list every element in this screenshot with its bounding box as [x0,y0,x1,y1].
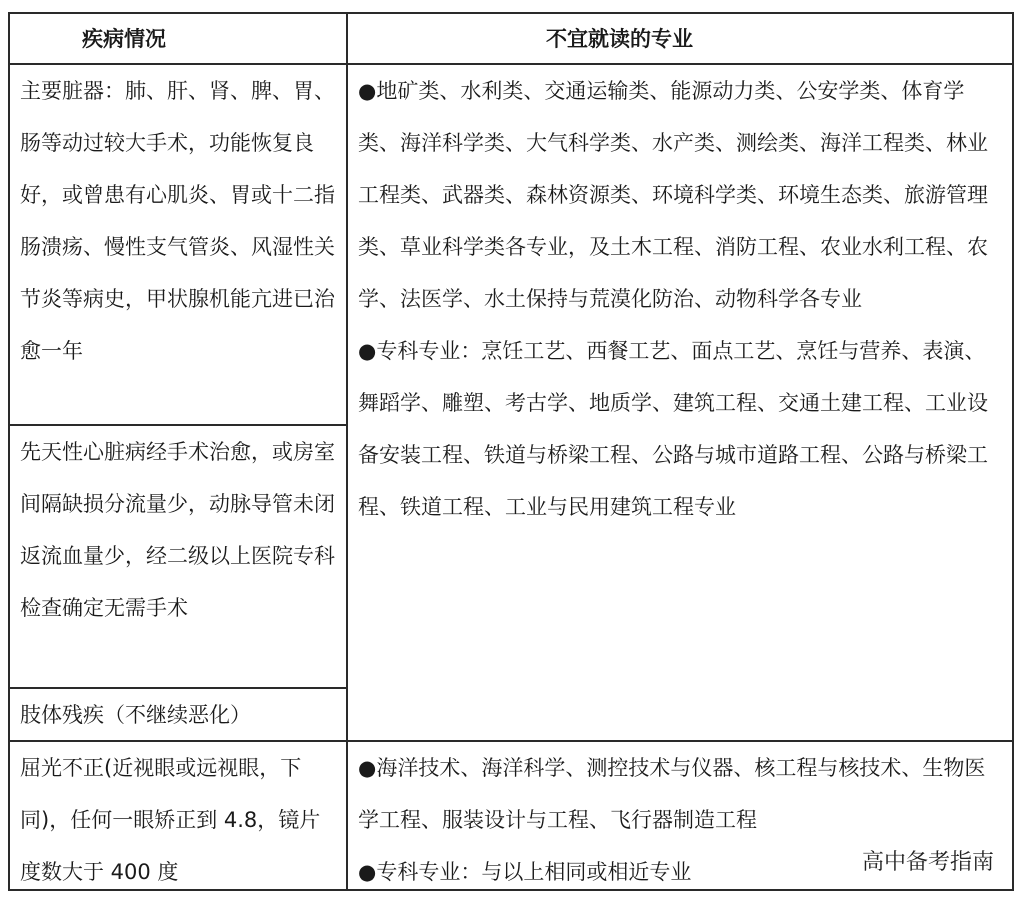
condition-cell [10,742,346,889]
condition-cell [10,689,346,740]
condition-cell [10,65,346,424]
condition-cell [10,426,346,687]
majors-text: ●专科专业：烹饪工艺、西餐工艺、面点工艺、烹饪与营养、表演、舞蹈学、雕塑、考古学、地质学、建筑工程、交通土建工程、工业设备安装工程、铁道与桥梁工程、公路与城市道路工程、公路与桥梁工程、铁道工程、工业与民用建筑工程专业 [358,339,988,519]
majors-text: ●专科专业：与以上相同或相近专业 [358,860,692,884]
majors-restriction-table [8,12,1014,891]
condition-text: 屈光不正(近视眼或远视眼，下同)，任何一眼矫正到 4.8，镜片度数大于 400 度 [20,756,321,884]
majors-text: ●海洋技术、海洋科学、测控技术与仪器、核工程与核技术、生物医学工程、服装设计与工程、飞行器制造工程 [358,756,986,832]
condition-text: 主要脏器：肺、肝、肾、脾、胃、肠等动过较大手术，功能恢复良好，或曾患有心肌炎、胃或十二指肠溃疡、慢性支气管炎、风湿性关节炎等病史，甲状腺机能亢进已治愈一年 [20,79,335,363]
condition-text: 先天性心脏病经手术治愈，或房室间隔缺损分流量少，动脉导管未闭返流血量少，经二级以上医院专科检查确定无需手术 [20,440,335,620]
header-condition: 疾病情况 [82,27,166,51]
condition-text: 肢体残疾（不继续恶化） [20,703,251,727]
header-unsuitable-majors: 不宜就读的专业 [546,27,693,51]
majors-text: ●地矿类、水利类、交通运输类、能源动力类、公安学类、体育学类、海洋科学类、大气科学类、水产类、测绘类、海洋工程类、林业工程类、武器类、森林资源类、环境科学类、环境生态类、旅游管理类、草业科学类各专业，及土木工程、消防工程、农业水利工程、农学、法医学、水土保持与荒漠化防治、动物科学各专业 [358,79,988,311]
majors-cell [348,65,1012,740]
watermark: 高中备考指南 [861,850,994,875]
